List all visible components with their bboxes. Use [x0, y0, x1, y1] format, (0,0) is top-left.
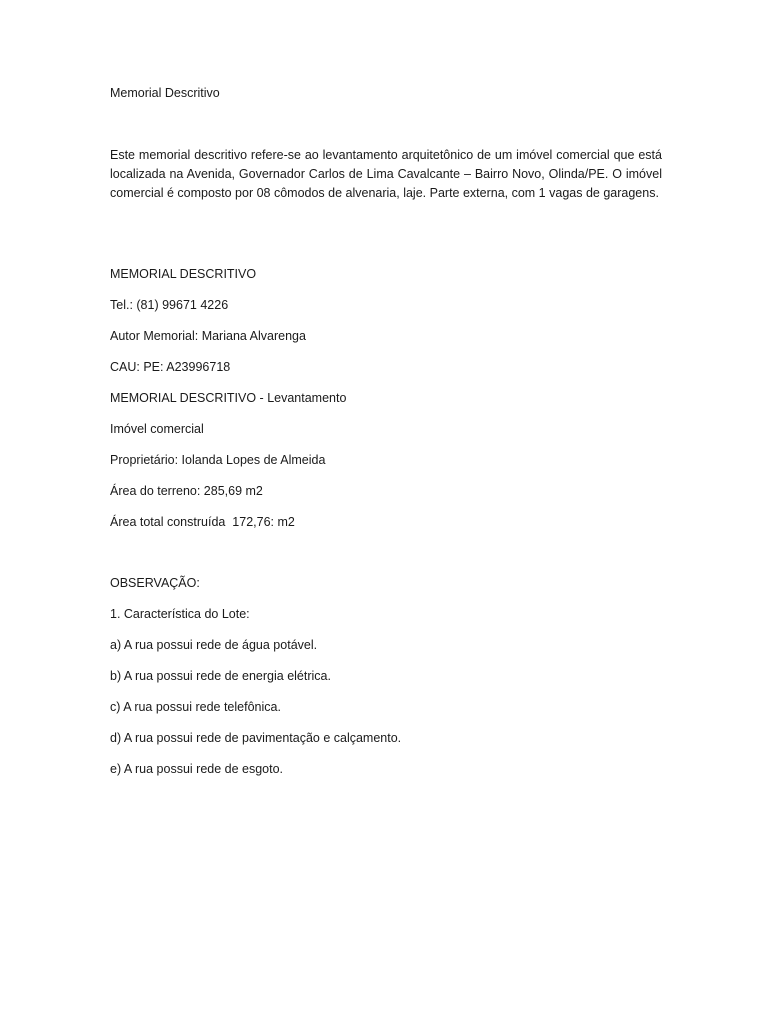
owner-line: Proprietário: Iolanda Lopes de Almeida	[110, 453, 326, 467]
observation-heading: OBSERVAÇÃO:	[110, 576, 200, 590]
phone-line: Tel.: (81) 99671 4226	[110, 298, 229, 312]
cau-line: CAU: PE: A23996718	[110, 360, 231, 374]
land-area-line: Área do terreno: 285,69 m2	[110, 484, 263, 498]
list-item: c) A rua possui rede telefônica.	[110, 700, 281, 714]
list-item: a) A rua possui rede de água potável.	[110, 638, 318, 652]
list-item: d) A rua possui rede de pavimentação e calçamento.	[110, 731, 402, 745]
list-item: b) A rua possui rede de energia elétrica.	[110, 669, 331, 683]
intro-paragraph: Este memorial descritivo refere-se ao levantamento arquitetônico de um imóvel comercial que está localizada na Avenida, Governador Carlos de Lima Cavalcante – Bairro Novo, Olinda/PE. O imóvel comercial é composto por 08 cômodos de alvenaria, laje. Parte externa, com 1 vagas de garagens.	[110, 148, 662, 200]
memorial-heading: MEMORIAL DESCRITIVO	[110, 267, 257, 281]
property-type-line: Imóvel comercial	[110, 422, 204, 436]
memorial-subheading: MEMORIAL DESCRITIVO - Levantamento	[110, 391, 347, 405]
built-area-line: Área total construída 172,76: m2	[110, 515, 295, 529]
lot-section-title: 1. Característica do Lote:	[110, 607, 250, 621]
list-item: e) A rua possui rede de esgoto.	[110, 762, 284, 776]
author-line: Autor Memorial: Mariana Alvarenga	[110, 329, 306, 343]
document-title: Memorial Descritivo	[110, 86, 220, 100]
